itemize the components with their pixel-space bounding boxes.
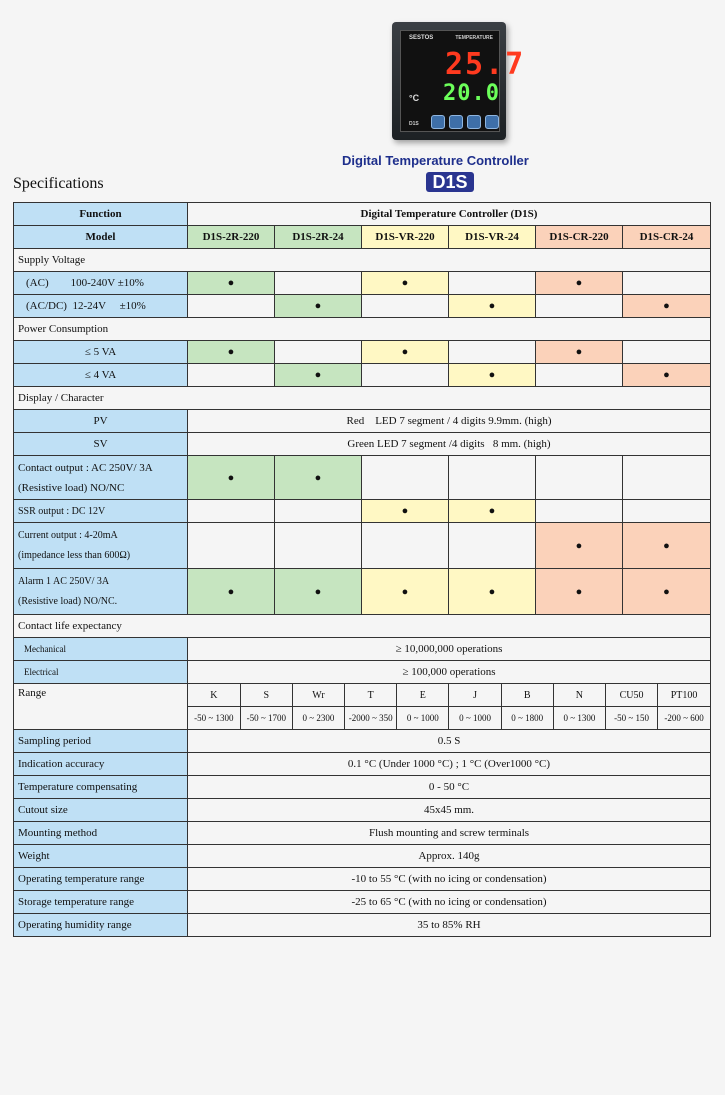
spec-table: [13, 202, 711, 937]
section-header: Power Consumption: [14, 318, 711, 341]
model-label: Model: [14, 226, 188, 249]
cell: [275, 341, 362, 364]
row-label: Mechanical: [14, 638, 188, 661]
function-label: Function: [14, 203, 188, 226]
marker: ●: [449, 500, 536, 523]
spec-row: [14, 523, 711, 569]
unit-label: °C: [409, 93, 420, 103]
marker: ●: [188, 272, 275, 295]
down-key-icon: [467, 115, 481, 129]
row-value: -10 to 55 °C (with no icing or condensation): [188, 868, 711, 891]
cell: [362, 523, 449, 569]
spec-row: [14, 914, 711, 937]
label-line: Current output : 4-20mA: [18, 529, 118, 541]
marker: ●: [449, 295, 536, 318]
row-label: Weight: [14, 845, 188, 868]
range-value: 0 ~ 1800: [501, 707, 553, 730]
sv-display: 20.0: [443, 81, 500, 106]
section-row: [14, 615, 711, 638]
marker: ●: [188, 456, 275, 500]
cell: [449, 456, 536, 500]
row-label: [14, 569, 188, 615]
spec-row: [14, 500, 711, 523]
range-value: -50 ~ 1700: [240, 707, 292, 730]
spec-row: [14, 661, 711, 684]
marker: ●: [623, 569, 711, 615]
marker: ●: [275, 569, 362, 615]
spec-row: [14, 364, 711, 387]
row-label: SSR output : DC 12V: [14, 500, 188, 523]
row-value: 0.5 S: [188, 730, 711, 753]
model-header: D1S-CR-24: [623, 226, 711, 249]
cell: [362, 295, 449, 318]
marker: ●: [536, 341, 623, 364]
row-label: Cutout size: [14, 799, 188, 822]
range-cell: [188, 684, 711, 730]
section-row: [14, 249, 711, 272]
range-type: B: [501, 684, 553, 707]
cell: [362, 456, 449, 500]
marker: ●: [362, 341, 449, 364]
row-label: Sampling period: [14, 730, 188, 753]
spec-row: [14, 845, 711, 868]
cell: [623, 500, 711, 523]
spec-row: [14, 868, 711, 891]
range-type: E: [397, 684, 449, 707]
keypad: [431, 115, 499, 129]
marker: ●: [362, 272, 449, 295]
row-value: 0 - 50 °C: [188, 776, 711, 799]
range-type: S: [240, 684, 292, 707]
marker: ●: [362, 500, 449, 523]
row-label: (AC) 100-240V ±10%: [14, 272, 188, 295]
range-value: 0 ~ 2300: [292, 707, 344, 730]
row-value: 0.1 °C (Under 1000 °C) ; 1 °C (Over1000 °C): [188, 753, 711, 776]
section-title: Specifications: [13, 175, 104, 192]
cell: [449, 523, 536, 569]
cell: [536, 500, 623, 523]
spec-row: [14, 456, 711, 500]
cell: [623, 272, 711, 295]
row-label: Operating temperature range: [14, 868, 188, 891]
model-header: D1S-CR-220: [536, 226, 623, 249]
controller-face: [400, 30, 526, 132]
cell: [188, 295, 275, 318]
shift-key-icon: [449, 115, 463, 129]
cell: [623, 341, 711, 364]
spec-row: [14, 799, 711, 822]
range-type: CU50: [606, 684, 658, 707]
spec-row: [14, 730, 711, 753]
cell: [275, 523, 362, 569]
range-type: J: [449, 684, 501, 707]
cell: [188, 500, 275, 523]
label-line: Alarm 1 AC 250V/ 3A: [18, 575, 110, 587]
marker: ●: [188, 569, 275, 615]
row-value: Red LED 7 segment / 4 digits 9.9mm. (high): [188, 410, 711, 433]
spec-row: [14, 891, 711, 914]
label-line: (Resistive load) NO/NC.: [18, 595, 118, 607]
range-value: -50 ~ 150: [606, 707, 658, 730]
pv-display: 25.7: [445, 47, 526, 82]
spec-row: [14, 822, 711, 845]
row-label: PV: [14, 410, 188, 433]
spec-row: [14, 569, 711, 615]
marker: ●: [275, 295, 362, 318]
marker: ●: [449, 569, 536, 615]
row-label: Mounting method: [14, 822, 188, 845]
row-value: 45x45 mm.: [188, 799, 711, 822]
row-value: 35 to 85% RH: [188, 914, 711, 937]
row-label: Temperature compensating: [14, 776, 188, 799]
section-row: [14, 318, 711, 341]
row-label: Operating humidity range: [14, 914, 188, 937]
range-type: T: [345, 684, 397, 707]
product-title: Digital Temperature Controller: [342, 153, 529, 168]
range-type: PT100: [658, 684, 710, 707]
marker: ●: [275, 364, 362, 387]
label-line: (Resistive load) NO/NC: [18, 481, 125, 494]
cell: [536, 364, 623, 387]
range-row: [14, 684, 711, 730]
marker: ●: [623, 523, 711, 569]
row-label: SV: [14, 433, 188, 456]
device-brand: SESTOS: [409, 35, 434, 41]
model-header: D1S-VR-24: [449, 226, 536, 249]
model-header: D1S-VR-220: [362, 226, 449, 249]
spec-row: [14, 433, 711, 456]
section-header: Supply Voltage: [14, 249, 711, 272]
range-value: -50 ~ 1300: [188, 707, 240, 730]
cell: [449, 272, 536, 295]
row-label: Electrical: [14, 661, 188, 684]
set-key-icon: [431, 115, 445, 129]
cell: [623, 456, 711, 500]
label-line: Contact output : AC 250V/ 3A: [18, 461, 153, 474]
marker: ●: [623, 364, 711, 387]
marker: ●: [536, 569, 623, 615]
function-value: Digital Temperature Controller (D1S): [188, 203, 711, 226]
row-value: Flush mounting and screw terminals: [188, 822, 711, 845]
model-badge: D1S: [426, 172, 474, 192]
row-value: -25 to 65 °C (with no icing or condensation): [188, 891, 711, 914]
row-label: Indication accuracy: [14, 753, 188, 776]
row-label: [14, 456, 188, 500]
model-row: [14, 226, 711, 249]
row-value: ≥ 100,000 operations: [188, 661, 711, 684]
range-value: -200 ~ 600: [658, 707, 710, 730]
range-value-row: [188, 707, 710, 730]
range-type: N: [553, 684, 605, 707]
spec-row: [14, 341, 711, 364]
range-value: 0 ~ 1300: [553, 707, 605, 730]
cell: [536, 295, 623, 318]
device-label: TEMPERATURE: [455, 35, 493, 41]
spec-row: [14, 272, 711, 295]
row-label: (AC/DC) 12-24V ±10%: [14, 295, 188, 318]
model-header: D1S-2R-24: [275, 226, 362, 249]
model-header: D1S-2R-220: [188, 226, 275, 249]
row-label: ≤ 4 VA: [14, 364, 188, 387]
spec-row: [14, 753, 711, 776]
device-model: D1S: [409, 121, 419, 127]
cell: [275, 272, 362, 295]
row-label: Storage temperature range: [14, 891, 188, 914]
row-label: Range: [14, 684, 188, 730]
section-header: Display / Character: [14, 387, 711, 410]
row-value: Green LED 7 segment /4 digits 8 mm. (high): [188, 433, 711, 456]
range-table: [188, 684, 710, 729]
marker: ●: [275, 456, 362, 500]
cell: [188, 523, 275, 569]
range-value: 0 ~ 1000: [449, 707, 501, 730]
section-header: Contact life expectancy: [14, 615, 711, 638]
marker: ●: [188, 341, 275, 364]
marker: ●: [536, 272, 623, 295]
range-value: -2000 ~ 350: [345, 707, 397, 730]
row-value: Approx. 140g: [188, 845, 711, 868]
range-type: K: [188, 684, 240, 707]
function-row: [14, 203, 711, 226]
spec-row: [14, 776, 711, 799]
up-key-icon: [485, 115, 499, 129]
spec-row: [14, 295, 711, 318]
cell: [536, 456, 623, 500]
cell: [362, 364, 449, 387]
marker: ●: [449, 364, 536, 387]
spec-row: [14, 410, 711, 433]
range-type: Wr: [292, 684, 344, 707]
cell: [275, 500, 362, 523]
row-value: ≥ 10,000,000 operations: [188, 638, 711, 661]
section-row: [14, 387, 711, 410]
marker: ●: [623, 295, 711, 318]
row-label: [14, 523, 188, 569]
marker: ●: [536, 523, 623, 569]
spec-row: [14, 638, 711, 661]
cell: [449, 341, 536, 364]
range-value: 0 ~ 1000: [397, 707, 449, 730]
cell: [188, 364, 275, 387]
label-line: (impedance less than 600Ω): [18, 549, 131, 561]
product-photo: [392, 22, 526, 140]
marker: ●: [362, 569, 449, 615]
row-label: ≤ 5 VA: [14, 341, 188, 364]
range-type-row: [188, 684, 710, 707]
